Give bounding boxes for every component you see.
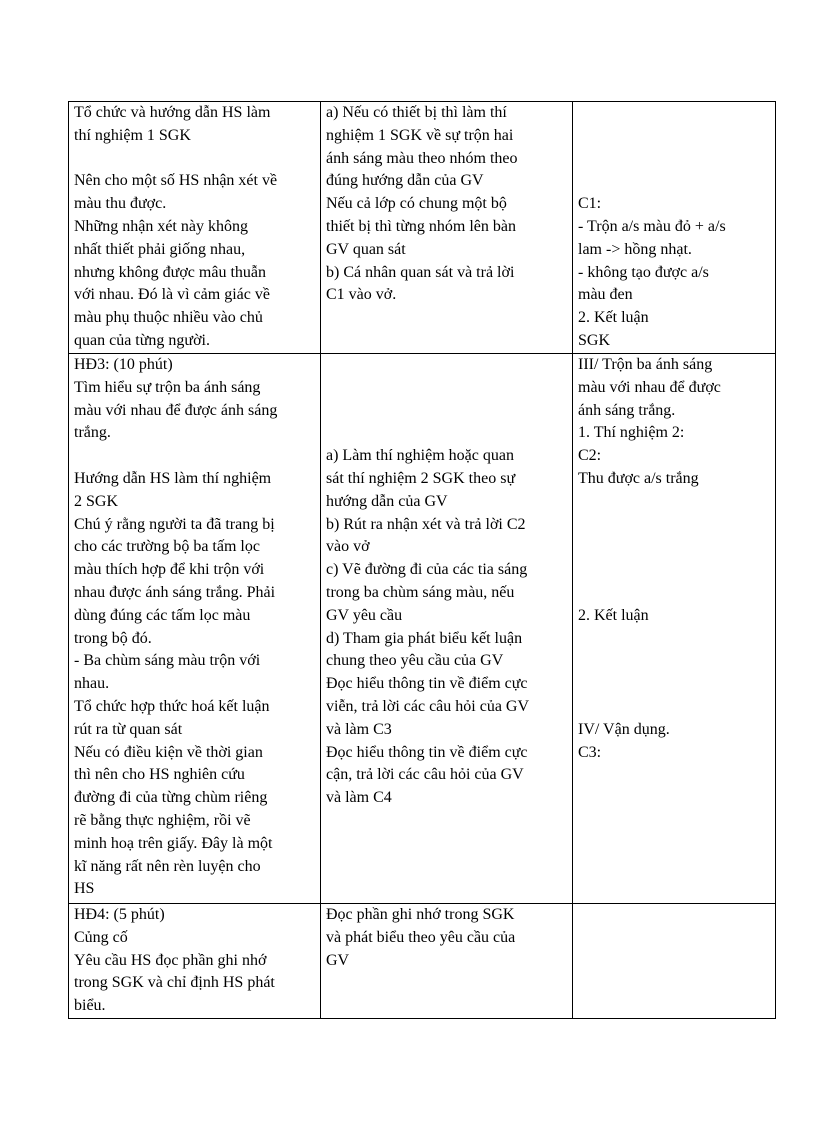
text-line bbox=[578, 102, 770, 125]
text-line: Nếu có điều kiện về thời gian bbox=[74, 743, 263, 761]
text-line: chung theo yêu cầu của GV bbox=[326, 652, 504, 670]
text-line: và làm C4 bbox=[326, 789, 392, 807]
text-line: 2. Kết luận bbox=[578, 606, 649, 624]
text-line: Củng cố bbox=[74, 928, 128, 946]
student-activity-cell bbox=[321, 102, 573, 354]
text-line bbox=[74, 148, 315, 171]
text-line bbox=[326, 400, 567, 423]
text-line: a) Làm thí nghiệm hoặc quan bbox=[326, 447, 514, 465]
text-line: trong ba chùm sáng màu, nếu bbox=[326, 583, 515, 601]
text-line bbox=[74, 445, 315, 468]
text-line: C3: bbox=[578, 743, 602, 761]
text-line: đúng hướng dẫn của GV bbox=[326, 172, 484, 190]
text-line: Tìm hiểu sự trộn ba ánh sáng bbox=[74, 378, 261, 396]
text-line: GV yêu cầu bbox=[326, 606, 403, 624]
text-line: Yêu cầu HS đọc phần ghi nhớ bbox=[74, 951, 267, 969]
text-line: nghiệm 1 SGK về sự trộn hai bbox=[326, 126, 514, 144]
text-line: nhất thiết phải giống nhau, bbox=[74, 240, 246, 258]
text-line: b) Cá nhân quan sát và trả lời bbox=[326, 263, 515, 281]
text-line bbox=[326, 377, 567, 400]
text-line: nhau được ánh sáng trắng. Phải bbox=[74, 583, 276, 601]
text-line: trong SGK và chỉ định HS phát bbox=[74, 974, 275, 992]
text-line: minh hoạ trên giấy. Đây là một bbox=[74, 834, 273, 852]
text-line bbox=[578, 491, 770, 514]
text-line: màu với nhau để được bbox=[578, 378, 721, 396]
table-row bbox=[69, 904, 776, 1019]
text-line: và phát biểu theo yêu cầu của bbox=[326, 928, 516, 946]
text-line: màu thích hợp để khi trộn với bbox=[74, 561, 265, 579]
text-line: 2 SGK bbox=[74, 492, 119, 510]
text-line bbox=[578, 125, 770, 148]
text-line: Nên cho một số HS nhận xét về bbox=[74, 172, 278, 190]
text-line: Tổ chức và hướng dẫn HS làm bbox=[74, 104, 271, 121]
text-line: ánh sáng trắng. bbox=[578, 401, 676, 419]
text-line: cho các trường bộ ba tấm lọc bbox=[74, 538, 260, 556]
text-line: sát thí nghiệm 2 SGK theo sự bbox=[326, 469, 516, 487]
text-line: Tổ chức hợp thức hoá kết luận bbox=[74, 697, 270, 715]
text-line: C2: bbox=[578, 447, 602, 465]
text-line: C1: bbox=[578, 195, 602, 213]
student-activity-cell bbox=[321, 904, 573, 1019]
text-line: 1. Thí nghiệm 2: bbox=[578, 424, 685, 442]
text-line: đường đi của từng chùm riêng bbox=[74, 789, 268, 807]
text-line: - Ba chùm sáng màu trộn với bbox=[74, 652, 261, 670]
text-line: lam -> hồng nhạt. bbox=[578, 240, 692, 258]
text-line: a) Nếu có thiết bị thì làm thí bbox=[326, 104, 507, 121]
table-row bbox=[69, 102, 776, 354]
text-line bbox=[578, 559, 770, 582]
text-line: kĩ năng rất nên rèn luyện cho bbox=[74, 857, 261, 875]
text-line: rẽ bằng thực nghiệm, rồi vẽ bbox=[74, 811, 251, 829]
text-line: C1 vào vở. bbox=[326, 286, 397, 304]
lesson-content-cell bbox=[573, 354, 776, 904]
lesson-content-cell bbox=[573, 102, 776, 354]
text-line: trắng. bbox=[74, 424, 111, 442]
text-line: thì nên cho HS nghiên cứu bbox=[74, 766, 245, 784]
text-line bbox=[326, 354, 567, 377]
text-line: - không tạo được a/s bbox=[578, 263, 709, 281]
text-line: vào vở bbox=[326, 538, 370, 556]
text-line: quan của từng người. bbox=[74, 331, 210, 349]
student-activity-cell bbox=[321, 354, 573, 904]
text-line: với nhau. Đó là vì cảm giác về bbox=[74, 286, 270, 304]
text-line: IV/ Vận dụng. bbox=[578, 720, 670, 738]
text-line bbox=[578, 148, 770, 171]
text-line bbox=[578, 170, 770, 193]
text-line bbox=[578, 628, 770, 651]
text-line: b) Rút ra nhận xét và trả lời C2 bbox=[326, 515, 526, 533]
text-line: HĐ4: (5 phút) bbox=[74, 906, 165, 923]
text-line: GV quan sát bbox=[326, 240, 406, 258]
text-line: Đọc hiểu thông tin về điểm cực bbox=[326, 743, 528, 761]
text-line: thí nghiệm 1 SGK bbox=[74, 126, 191, 144]
text-line bbox=[578, 696, 770, 719]
text-line: Những nhận xét này không bbox=[74, 217, 248, 235]
text-line: Hướng dẫn HS làm thí nghiệm bbox=[74, 469, 272, 487]
text-line: ánh sáng màu theo nhóm theo bbox=[326, 149, 518, 167]
text-line: - Trộn a/s màu đỏ + a/s bbox=[578, 217, 726, 235]
text-line bbox=[578, 673, 770, 696]
text-line: thiết bị thì từng nhóm lên bàn bbox=[326, 217, 516, 235]
text-line: Đọc phần ghi nhớ trong SGK bbox=[326, 906, 515, 923]
text-line: Thu được a/s trắng bbox=[578, 469, 699, 487]
teacher-activity-cell bbox=[69, 102, 321, 354]
lesson-content-cell bbox=[573, 904, 776, 1019]
text-line: GV bbox=[326, 951, 350, 969]
text-line bbox=[578, 650, 770, 673]
table-row bbox=[69, 354, 776, 904]
text-line: Chú ý rằng người ta đã trang bị bbox=[74, 515, 275, 533]
text-line: màu với nhau để được ánh sáng bbox=[74, 401, 278, 419]
text-line bbox=[578, 514, 770, 537]
teacher-activity-cell bbox=[69, 904, 321, 1019]
text-line: cận, trả lời các câu hỏi của GV bbox=[326, 766, 524, 784]
text-line: hướng dẫn của GV bbox=[326, 492, 448, 510]
text-line bbox=[326, 422, 567, 445]
text-line: nhưng không được mâu thuẫn bbox=[74, 263, 266, 281]
text-line: 2. Kết luận bbox=[578, 309, 649, 327]
text-line: c) Vẽ đường đi của các tia sáng bbox=[326, 561, 528, 579]
text-line: biểu. bbox=[74, 997, 106, 1015]
teacher-activity-cell bbox=[69, 354, 321, 904]
text-line: màu thu được. bbox=[74, 195, 167, 213]
text-line: dùng đúng các tấm lọc màu bbox=[74, 606, 251, 624]
text-line bbox=[578, 536, 770, 559]
text-line: III/ Trộn ba ánh sáng bbox=[578, 356, 713, 373]
text-line: HĐ3: (10 phút) bbox=[74, 356, 173, 373]
text-line: nhau. bbox=[74, 675, 110, 693]
text-line: Nếu cả lớp có chung một bộ bbox=[326, 195, 507, 213]
text-line: màu phụ thuộc nhiều vào chủ bbox=[74, 309, 263, 327]
text-line: viễn, trả lời các câu hỏi của GV bbox=[326, 697, 530, 715]
text-line: màu đen bbox=[578, 286, 633, 304]
text-line: SGK bbox=[578, 331, 611, 349]
text-line: Đọc hiểu thông tin về điểm cực bbox=[326, 675, 528, 693]
text-line: trong bộ đó. bbox=[74, 629, 152, 647]
lesson-table bbox=[68, 101, 776, 1019]
text-line bbox=[578, 582, 770, 605]
text-line: rút ra từ quan sát bbox=[74, 720, 183, 738]
text-line: HS bbox=[74, 880, 95, 898]
text-line: và làm C3 bbox=[326, 720, 392, 738]
text-line: d) Tham gia phát biểu kết luận bbox=[326, 629, 523, 647]
